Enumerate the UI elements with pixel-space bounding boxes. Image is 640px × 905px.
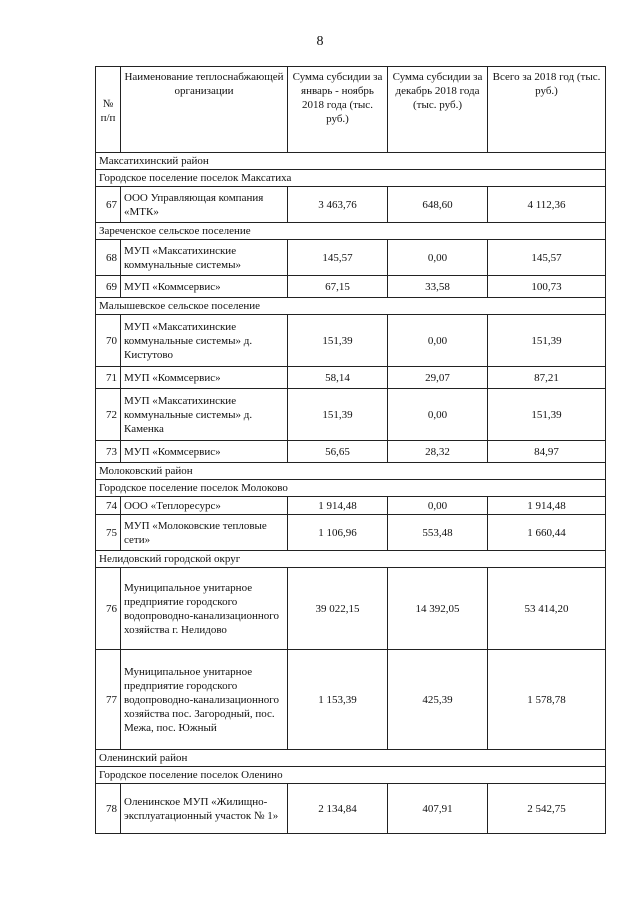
subsidy-total: 4 112,36	[488, 187, 606, 223]
header-name: Наименование теплоснабжающей организации	[121, 67, 288, 153]
section-title: Молоковский район	[96, 463, 606, 480]
section-title: Городское поселение поселок Оленино	[96, 767, 606, 784]
subsidy-dec: 28,32	[388, 441, 488, 463]
subsidy-jan-nov: 2 134,84	[288, 784, 388, 834]
section-row	[96, 298, 606, 315]
header-row	[96, 67, 606, 153]
section-title: Оленинский район	[96, 750, 606, 767]
organization-name: ООО «Теплоресурс»	[121, 497, 288, 515]
row-number: 73	[96, 441, 121, 463]
table-row	[96, 515, 606, 551]
subsidy-jan-nov: 56,65	[288, 441, 388, 463]
header-jan-nov: Сумма субсидии за январь - ноябрь 2018 года (тыс. руб.)	[288, 67, 388, 153]
organization-name: МУП «Максатихинские коммунальные системы» д. Кистутово	[121, 315, 288, 367]
table-body	[96, 153, 606, 834]
subsidy-jan-nov: 151,39	[288, 389, 388, 441]
organization-name: МУП «Коммсервис»	[121, 367, 288, 389]
section-row	[96, 223, 606, 240]
section-row	[96, 767, 606, 784]
header-dec: Сумма субсидии за декабрь 2018 года (тыс. руб.)	[388, 67, 488, 153]
table-row	[96, 497, 606, 515]
subsidy-dec: 0,00	[388, 240, 488, 276]
subsidy-dec: 0,00	[388, 315, 488, 367]
table-row	[96, 784, 606, 834]
subsidy-jan-nov: 1 106,96	[288, 515, 388, 551]
organization-name: МУП «Молоковские тепловые сети»	[121, 515, 288, 551]
organization-name: МУП «Максатихинские коммунальные системы»	[121, 240, 288, 276]
section-row	[96, 551, 606, 568]
organization-name: Оленинское МУП «Жилищно-эксплуатационный участок № 1»	[121, 784, 288, 834]
subsidy-jan-nov: 3 463,76	[288, 187, 388, 223]
subsidy-dec: 0,00	[388, 389, 488, 441]
section-title: Малышевское сельское поселение	[96, 298, 606, 315]
subsidy-total: 84,97	[488, 441, 606, 463]
subsidy-total: 1 660,44	[488, 515, 606, 551]
row-number: 77	[96, 650, 121, 750]
table-row	[96, 650, 606, 750]
row-number: 68	[96, 240, 121, 276]
row-number: 67	[96, 187, 121, 223]
section-title: Зареченское сельское поселение	[96, 223, 606, 240]
section-row	[96, 480, 606, 497]
section-title: Нелидовский городской округ	[96, 551, 606, 568]
row-number: 75	[96, 515, 121, 551]
table-row	[96, 276, 606, 298]
row-number: 71	[96, 367, 121, 389]
organization-name: МУП «Максатихинские коммунальные системы» д. Каменка	[121, 389, 288, 441]
subsidy-total: 1 578,78	[488, 650, 606, 750]
organization-name: МУП «Коммсервис»	[121, 276, 288, 298]
subsidy-jan-nov: 145,57	[288, 240, 388, 276]
row-number: 74	[96, 497, 121, 515]
table-row	[96, 389, 606, 441]
row-number: 76	[96, 568, 121, 650]
row-number: 72	[96, 389, 121, 441]
subsidy-total: 53 414,20	[488, 568, 606, 650]
section-title: Городское поселение поселок Максатиха	[96, 170, 606, 187]
section-row	[96, 170, 606, 187]
organization-name: МУП «Коммсервис»	[121, 441, 288, 463]
subsidy-total: 87,21	[488, 367, 606, 389]
subsidy-total: 2 542,75	[488, 784, 606, 834]
section-row	[96, 463, 606, 480]
subsidy-jan-nov: 1 914,48	[288, 497, 388, 515]
section-row	[96, 750, 606, 767]
table-row	[96, 315, 606, 367]
table-row	[96, 187, 606, 223]
subsidy-dec: 553,48	[388, 515, 488, 551]
subsidy-dec: 407,91	[388, 784, 488, 834]
row-number: 78	[96, 784, 121, 834]
organization-name: ООО Управляющая компания «МТК»	[121, 187, 288, 223]
row-number: 69	[96, 276, 121, 298]
subsidy-jan-nov: 1 153,39	[288, 650, 388, 750]
organization-name: Муниципальное унитарное предприятие городского водопроводно-канализационного хозяйства пос. Загородный, пос. Межа, пос. Южный	[121, 650, 288, 750]
section-title: Городское поселение поселок Молоково	[96, 480, 606, 497]
table-row	[96, 367, 606, 389]
subsidy-dec: 425,39	[388, 650, 488, 750]
row-number: 70	[96, 315, 121, 367]
subsidy-dec: 33,58	[388, 276, 488, 298]
table-row	[96, 441, 606, 463]
subsidy-total: 151,39	[488, 315, 606, 367]
subsidy-jan-nov: 39 022,15	[288, 568, 388, 650]
subsidy-dec: 29,07	[388, 367, 488, 389]
organization-name: Муниципальное унитарное предприятие городского водопроводно-канализационного хозяйства г. Нелидово	[121, 568, 288, 650]
subsidy-jan-nov: 67,15	[288, 276, 388, 298]
subsidy-total: 1 914,48	[488, 497, 606, 515]
section-row	[96, 153, 606, 170]
page-number: 8	[316, 34, 324, 49]
header-total: Всего за 2018 год (тыс. руб.)	[488, 67, 606, 153]
subsidy-dec: 0,00	[388, 497, 488, 515]
subsidy-dec: 648,60	[388, 187, 488, 223]
subsidy-table	[95, 66, 606, 834]
subsidy-jan-nov: 151,39	[288, 315, 388, 367]
table-row	[96, 568, 606, 650]
table-row	[96, 240, 606, 276]
subsidy-total: 100,73	[488, 276, 606, 298]
subsidy-total: 151,39	[488, 389, 606, 441]
header-no: № п/п	[96, 67, 121, 153]
subsidy-total: 145,57	[488, 240, 606, 276]
section-title: Максатихинский район	[96, 153, 606, 170]
subsidy-dec: 14 392,05	[388, 568, 488, 650]
subsidy-jan-nov: 58,14	[288, 367, 388, 389]
